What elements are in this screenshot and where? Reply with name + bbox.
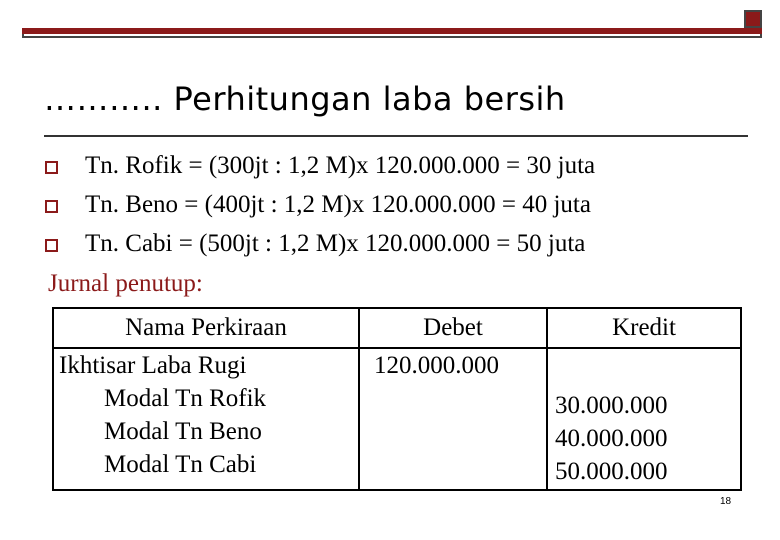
account-name: Modal Tn Cabi	[104, 451, 257, 478]
table-row	[53, 348, 741, 490]
square-bullet-icon	[45, 161, 58, 174]
account-name: Modal Tn Beno	[104, 418, 262, 445]
kredit-amount: 50.000.000	[555, 458, 668, 485]
journal-label: Jurnal penutup:	[48, 270, 203, 297]
debet-amount: 120.000.000	[374, 352, 499, 379]
kredit-amount: 30.000.000	[555, 392, 668, 419]
top-bar-band	[22, 10, 762, 34]
debet-cell	[359, 348, 547, 490]
kredit-cell	[547, 348, 741, 490]
header-nama-perkiraan: Nama Perkiraan	[53, 308, 359, 348]
table-header-row	[53, 308, 741, 348]
slide-title: ……….. Perhitungan laba bersih	[44, 80, 566, 118]
account-name: Modal Tn Rofik	[104, 385, 267, 412]
bullet-text: Tn. Rofik = (300jt : 1,2 M)x 120.000.000 = 30 juta	[85, 152, 596, 179]
journal-table	[52, 307, 742, 491]
kredit-amount: 40.000.000	[555, 425, 668, 452]
header-debet: Debet	[359, 308, 547, 348]
account-name: Ikhtisar Laba Rugi	[59, 352, 247, 379]
page-number: 18	[720, 496, 732, 507]
header-kredit: Kredit	[547, 308, 741, 348]
top-decorative-bar	[22, 10, 768, 42]
bullet-text: Tn. Beno = (400jt : 1,2 M)x 120.000.000 = 40 juta	[85, 191, 591, 218]
square-bullet-icon	[45, 239, 58, 252]
title-divider	[44, 135, 748, 137]
accounts-cell	[53, 348, 359, 490]
square-bullet-icon	[45, 200, 58, 213]
top-bar-square	[744, 10, 762, 28]
bullet-text: Tn. Cabi = (500jt : 1,2 M)x 120.000.000 = 50 juta	[85, 230, 586, 257]
